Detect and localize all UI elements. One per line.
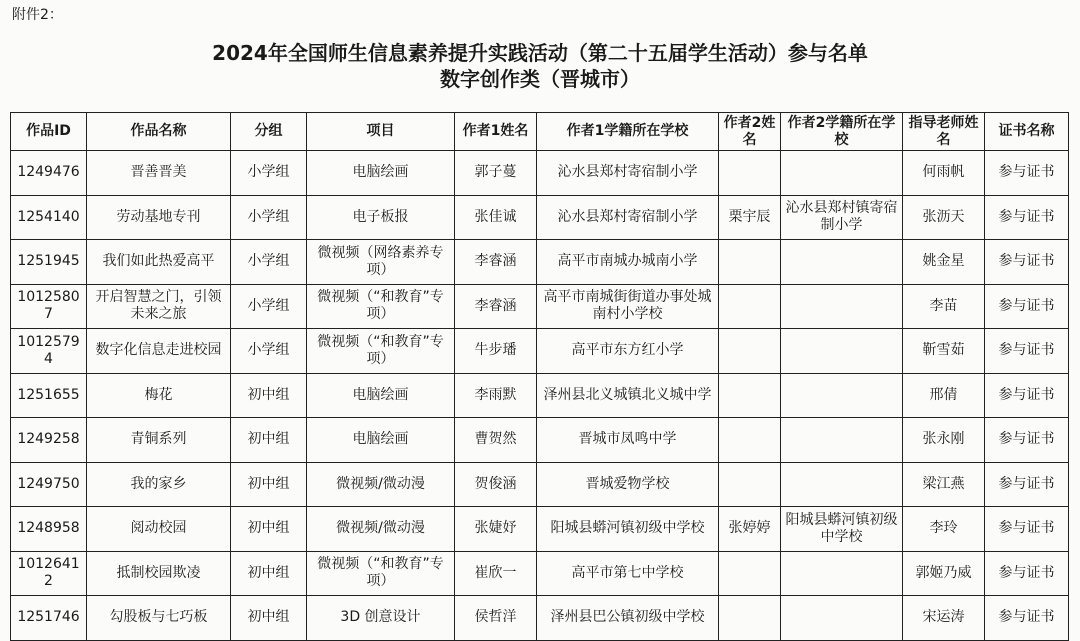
table-row: [11, 373, 1069, 418]
cell-work-id: 10125807: [11, 284, 87, 329]
cell-work-id: 10125794: [11, 329, 87, 374]
cell-author1-school: 泽州县巴公镇初级中学校: [537, 596, 719, 641]
cell-author1-name: 崔欣一: [455, 551, 537, 596]
cell-author2-school: [781, 462, 903, 507]
cell-work-name: 梅花: [87, 373, 231, 418]
cell-author2-school: [781, 596, 903, 641]
cell-author2-name: [719, 462, 781, 507]
cell-group: 小学组: [231, 195, 307, 240]
header-author1-name: 作者1姓名: [455, 113, 537, 151]
cell-certificate: 参与证书: [985, 151, 1069, 196]
cell-author2-name: 栗宇辰: [719, 195, 781, 240]
cell-certificate: 参与证书: [985, 240, 1069, 285]
header-certificate: 证书名称: [985, 113, 1069, 151]
cell-author1-school: 泽州县北义城镇北义城中学: [537, 373, 719, 418]
cell-teacher-name: 李苗: [903, 284, 985, 329]
cell-group: 小学组: [231, 151, 307, 196]
header-author2-name: 作者2姓名: [719, 113, 781, 151]
cell-project: 微视频（“和教育”专项）: [307, 551, 455, 596]
table-row: [11, 596, 1069, 641]
cell-author1-school: 晋城市凤鸣中学: [537, 418, 719, 463]
cell-teacher-name: 宋运涛: [903, 596, 985, 641]
attachment-label: 附件2：: [12, 7, 63, 23]
cell-author2-school: [781, 329, 903, 374]
cell-group: 初中组: [231, 507, 307, 552]
cell-work-id: 1251655: [11, 373, 87, 418]
cell-author1-name: 张佳诚: [455, 195, 537, 240]
table-row: [11, 240, 1069, 285]
cell-group: 初中组: [231, 418, 307, 463]
cell-author1-name: 侯哲洋: [455, 596, 537, 641]
cell-work-name: 我们如此热爱高平: [87, 240, 231, 285]
cell-work-id: 1249258: [11, 418, 87, 463]
cell-group: 小学组: [231, 284, 307, 329]
cell-teacher-name: 郭姬乃威: [903, 551, 985, 596]
cell-certificate: 参与证书: [985, 462, 1069, 507]
cell-teacher-name: 姚金星: [903, 240, 985, 285]
header-project: 项目: [307, 113, 455, 151]
cell-author2-name: [719, 596, 781, 641]
cell-project: 微视频（“和教育”专项）: [307, 329, 455, 374]
cell-certificate: 参与证书: [985, 507, 1069, 552]
cell-author2-school: [781, 551, 903, 596]
cell-author1-name: 牛步璠: [455, 329, 537, 374]
table-row: [11, 284, 1069, 329]
cell-certificate: 参与证书: [985, 373, 1069, 418]
cell-project: 微视频/微动漫: [307, 507, 455, 552]
header-author1-school: 作者1学籍所在学校: [537, 113, 719, 151]
cell-project: 3D 创意设计: [307, 596, 455, 641]
cell-teacher-name: 邢倩: [903, 373, 985, 418]
cell-project: 微视频（网络素养专项）: [307, 240, 455, 285]
header-group: 分组: [231, 113, 307, 151]
cell-author1-name: 郭子蔓: [455, 151, 537, 196]
cell-project: 微视频（“和教育”专项）: [307, 284, 455, 329]
cell-certificate: 参与证书: [985, 195, 1069, 240]
cell-work-name: 数字化信息走进校园: [87, 329, 231, 374]
cell-author1-school: 沁水县郑村寄宿制小学: [537, 195, 719, 240]
cell-work-id: 1251746: [11, 596, 87, 641]
header-teacher-name: 指导老师姓名: [903, 113, 985, 151]
cell-certificate: 参与证书: [985, 596, 1069, 641]
table-row: [11, 551, 1069, 596]
cell-author1-name: 曹贺然: [455, 418, 537, 463]
cell-author1-name: 贺俊涵: [455, 462, 537, 507]
cell-author1-school: 高平市南城街街道办事处城南村小学校: [537, 284, 719, 329]
cell-project: 电子板报: [307, 195, 455, 240]
header-work-id: 作品ID: [11, 113, 87, 151]
cell-author2-name: 张婷婷: [719, 507, 781, 552]
cell-work-name: 青铜系列: [87, 418, 231, 463]
cell-author1-name: 李睿涵: [455, 284, 537, 329]
cell-teacher-name: 梁江燕: [903, 462, 985, 507]
cell-author1-name: 李睿涵: [455, 240, 537, 285]
cell-author2-name: [719, 329, 781, 374]
cell-project: 微视频/微动漫: [307, 462, 455, 507]
cell-author2-name: [719, 418, 781, 463]
cell-author2-name: [719, 373, 781, 418]
cell-author2-school: 沁水县郑村镇寄宿制小学: [781, 195, 903, 240]
table-body: [11, 151, 1069, 641]
cell-author1-school: 高平市东方红小学: [537, 329, 719, 374]
cell-certificate: 参与证书: [985, 284, 1069, 329]
table-row: [11, 462, 1069, 507]
cell-work-name: 开启智慧之门，引领未来之旅: [87, 284, 231, 329]
cell-teacher-name: 李玲: [903, 507, 985, 552]
cell-group: 初中组: [231, 373, 307, 418]
cell-author2-name: [719, 240, 781, 285]
cell-author1-name: 李雨默: [455, 373, 537, 418]
cell-work-name: 我的家乡: [87, 462, 231, 507]
cell-author2-school: [781, 284, 903, 329]
header-work-name: 作品名称: [87, 113, 231, 151]
cell-certificate: 参与证书: [985, 551, 1069, 596]
table-row: [11, 507, 1069, 552]
cell-author1-school: 晋城爱物学校: [537, 462, 719, 507]
cell-work-id: 1248958: [11, 507, 87, 552]
cell-author1-school: 阳城县蟒河镇初级中学校: [537, 507, 719, 552]
cell-author2-school: [781, 151, 903, 196]
cell-work-name: 阅动校园: [87, 507, 231, 552]
cell-group: 初中组: [231, 551, 307, 596]
cell-author1-name: 张婕妤: [455, 507, 537, 552]
table-header-row: [11, 113, 1069, 151]
cell-group: 小学组: [231, 329, 307, 374]
cell-group: 初中组: [231, 462, 307, 507]
cell-teacher-name: 何雨帆: [903, 151, 985, 196]
cell-work-id: 10126412: [11, 551, 87, 596]
document-subtitle: 数字创作类（晋城市）: [440, 67, 640, 91]
cell-author2-school: [781, 418, 903, 463]
cell-certificate: 参与证书: [985, 329, 1069, 374]
cell-work-id: 1254140: [11, 195, 87, 240]
cell-author2-name: [719, 151, 781, 196]
cell-work-name: 抵制校园欺凌: [87, 551, 231, 596]
cell-author2-name: [719, 551, 781, 596]
document-title: 2024年全国师生信息素养提升实践活动（第二十五届学生活动）参与名单: [212, 41, 868, 65]
participant-table: [10, 112, 1069, 641]
table-row: [11, 195, 1069, 240]
cell-work-name: 勾股板与七巧板: [87, 596, 231, 641]
cell-author1-school: 沁水县郑村寄宿制小学: [537, 151, 719, 196]
cell-work-id: 1249476: [11, 151, 87, 196]
table-row: [11, 329, 1069, 374]
cell-teacher-name: 张永刚: [903, 418, 985, 463]
cell-author2-school: [781, 373, 903, 418]
cell-work-id: 1249750: [11, 462, 87, 507]
cell-teacher-name: 靳雪茹: [903, 329, 985, 374]
cell-author1-school: 高平市南城办城南小学: [537, 240, 719, 285]
cell-group: 初中组: [231, 596, 307, 641]
cell-group: 小学组: [231, 240, 307, 285]
cell-work-id: 1251945: [11, 240, 87, 285]
table-row: [11, 151, 1069, 196]
cell-work-name: 晋善晋美: [87, 151, 231, 196]
cell-author2-name: [719, 284, 781, 329]
cell-teacher-name: 张沥天: [903, 195, 985, 240]
cell-project: 电脑绘画: [307, 373, 455, 418]
cell-author1-school: 高平市第七中学校: [537, 551, 719, 596]
cell-author2-school: 阳城县蟒河镇初级中学校: [781, 507, 903, 552]
cell-certificate: 参与证书: [985, 418, 1069, 463]
table-row: [11, 418, 1069, 463]
cell-project: 电脑绘画: [307, 151, 455, 196]
cell-work-name: 劳动基地专刊: [87, 195, 231, 240]
header-author2-school: 作者2学籍所在学校: [781, 113, 903, 151]
cell-author2-school: [781, 240, 903, 285]
cell-project: 电脑绘画: [307, 418, 455, 463]
